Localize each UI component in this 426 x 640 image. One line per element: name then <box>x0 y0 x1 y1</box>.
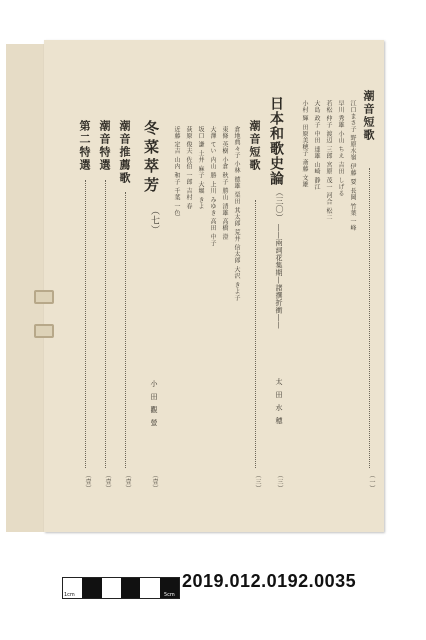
staple-icon <box>34 324 54 338</box>
article-title-tojinkafu: 冬菜萃芳 <box>142 120 160 196</box>
leader-line <box>255 200 257 468</box>
binding-staples <box>30 284 54 350</box>
catalog-id-number: 2019.012.0192.0035 <box>182 571 357 591</box>
page-ref-choon-tanka: （一） <box>368 472 375 492</box>
contributors-column: 若松 仲子 渡辺 三郎 宮原 茂一 河合 松二 <box>325 100 332 221</box>
contributors-column: 東條 英樹 小倉 秋子 勝山 清雄 高橋 澄 <box>221 126 228 241</box>
section-heading-choon-tanka-2: 潮音短歌 <box>248 120 261 172</box>
leader-line <box>125 192 127 468</box>
article-author: 太田水穂 <box>275 378 283 430</box>
contributors-column: 荻原 俊夫 佐伯 一郎 吉村 春 <box>185 126 192 210</box>
contributors-column: 大島 政子 中田 達雄 山崎 静江 <box>313 100 320 191</box>
section-heading-choon-tanka: 潮音短歌 <box>362 90 375 142</box>
page-ref-nihon-waka: （三） <box>276 472 283 492</box>
article-number: （三〇） <box>275 188 284 222</box>
staple-icon <box>34 290 54 304</box>
scale-bar <box>62 577 180 599</box>
contributors-column: 江口まさ子 野原水嶺 伊藤 要 長岡 竹葉 一峰 <box>349 100 356 232</box>
contributors-column: 早川 秀雄 小山 ちえ 吉田 しげる <box>337 100 344 197</box>
section-heading-tokusen-1: 潮音特選 <box>98 120 111 172</box>
page-ref-tokusen-2: （壹） <box>84 472 91 492</box>
leader-line <box>369 168 371 468</box>
page-ref-choon-tanka-2: （三） <box>254 472 261 492</box>
article-title-nihon-waka: 日本和歌史論 <box>268 96 284 186</box>
leader-line <box>105 180 107 468</box>
scale-label-1cm: 1cm <box>64 592 75 598</box>
section-heading-suisen: 潮音推薦歌 <box>118 120 131 185</box>
contributors-column: 大澤 てい 内山 勝 上川 みゆき 高田 中子 <box>209 126 216 247</box>
contributors-column: 坂口 謙 土井 麻子 大堀 きよ <box>197 126 204 210</box>
scale-label-5cm: 5cm <box>164 592 175 598</box>
contributors-column: 小村 輝 田原美穂子 斎藤 文雄 <box>301 100 308 188</box>
contributors-column: 倉地典々子 小林 徳雄 栗田 其太郎 荒井 信太郎 大沢 きよ子 <box>233 126 240 302</box>
section-heading-tokusen-2: 第二特選 <box>78 120 91 172</box>
page-ref-suisen: （壹） <box>124 472 131 492</box>
contributors-column: 近藤 定吉 山内 和子 千葉 一色 <box>173 126 180 217</box>
leader-line <box>85 180 87 468</box>
page-ref-tojinkafu: （壹） <box>151 472 158 492</box>
article-author: 小田觀螢 <box>150 380 158 432</box>
page-ref-tokusen-1: （壹） <box>104 472 111 492</box>
article-subtitle: ――兩詞花集期―諸撰折衝―― <box>275 224 283 329</box>
document-page <box>44 40 384 532</box>
article-number: （七） <box>149 206 159 235</box>
